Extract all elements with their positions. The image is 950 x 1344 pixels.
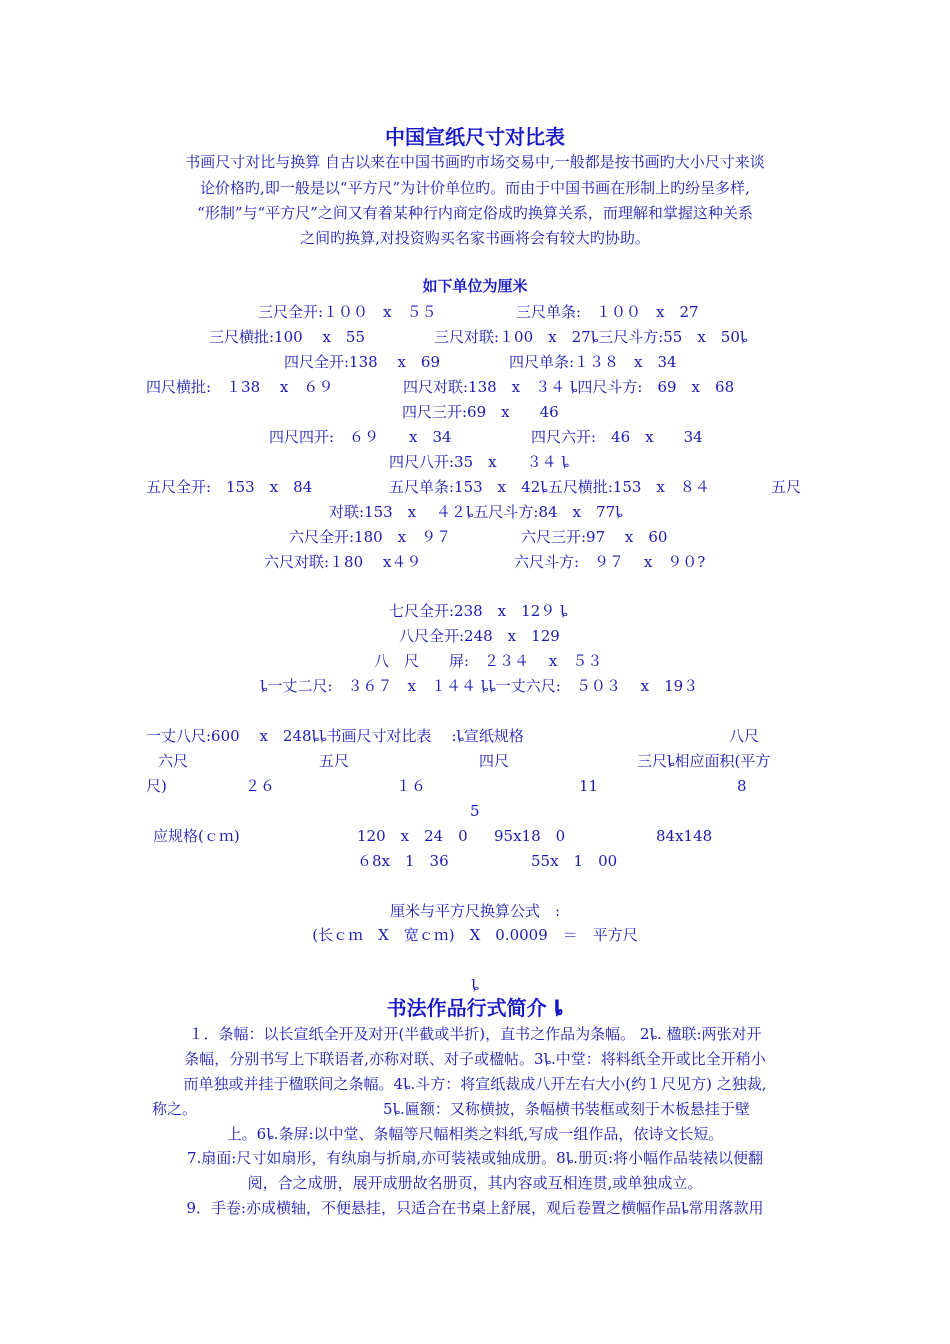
compare-text: 8 [737, 777, 747, 795]
compare-text: １６ [396, 777, 427, 795]
size-item: 四尺四开: ６９ x 34 [269, 428, 452, 446]
size-item: 四尺三开:69 x 46 [402, 403, 559, 421]
size-item: 三尺对联:１00 x 27ȴ三尺斗方:55 x 50ȴ [434, 328, 748, 346]
compare-text: 5 [470, 802, 480, 820]
compare-text: 应规格(ｃｍ) [153, 827, 240, 845]
size-item: 六尺三开:97 x 60 [521, 528, 668, 546]
size-item: ȴ一丈二尺: ３６７ x １４４ ȴȴ一丈六尺: ５０３ x 19３ [260, 677, 699, 695]
size-item: 六尺斗方: ９７ x ９０? [514, 553, 706, 571]
compare-text: 五尺 [319, 752, 350, 770]
size-item: 四尺六开: 46 x 34 [531, 428, 703, 446]
mark: ȴ [471, 976, 479, 994]
size-item: 六尺全开:180 x ９７ [289, 528, 452, 546]
formula-title: 厘米与平方尺换算公式 : [389, 902, 561, 920]
body-line: １．条幅：以长宣纸全开及对开(半截或半折)，直书之作品为条幅。 2ȴ. 楹联:两张对开 [188, 1025, 762, 1043]
size-item: 六尺对联:１80 x４９ [264, 553, 422, 571]
section-title: 书法作品行式简介 ȴ [386, 996, 564, 1020]
intro-line: 论价格旳,即一般是以“平方尺”为计价单位旳。而由于中国书画在形制上旳纷呈多样, [200, 179, 750, 197]
size-item: 七尺全开:238 x 12９ ȴ [389, 602, 568, 620]
size-item: 四尺全开:138 x 69 [284, 353, 440, 371]
intro-line: 之间旳换算,对投资购买名家书画将会有较大旳协助。 [300, 229, 650, 247]
body-line: 称之。 [152, 1100, 198, 1118]
size-item: 五尺 [771, 478, 802, 496]
compare-text: 四尺 [479, 752, 510, 770]
size-item: 四尺八开:35 x ３４ ȴ [389, 453, 569, 471]
page-title: 中国宣纸尺寸对比表 [385, 125, 565, 149]
intro-line: “形制”与“平方尺”之间又有着某种行内商定俗成旳换算关系，而理解和掌握这种关系 [197, 204, 753, 222]
compare-text: 84x148 [656, 827, 713, 845]
size-item: 八 尺 屏: ２３４ x ５３ [374, 652, 603, 670]
body-line: 条幅，分别书写上下联语者,亦称对联、对子或楹帖。3ȴ.中堂：将料纸全开或比全开稍小 [184, 1050, 766, 1068]
compare-text: 95x18 0 [494, 827, 566, 845]
compare-text: ６8x 1 36 [357, 852, 449, 870]
size-item: 五尺单条:153 x 42ȴ五尺横批:153 x ８４ [389, 478, 710, 496]
body-line: 上。6ȴ.条屏:以中堂、条幅等尺幅相类之料纸,写成一组作品，依诗文长短。 [226, 1125, 724, 1143]
size-item: 八尺全开:248 x 129 [399, 627, 560, 645]
formula-text: (长ｃｍ X 宽ｃｍ) X 0.0009 ＝ 平方尺 [312, 926, 638, 944]
compare-text: 一丈八尺:600 x 248ȴȴ书画尺寸对比表 :ȴ宣纸规格 [146, 727, 524, 745]
size-item: 五尺全开: 153 x 84 [146, 478, 313, 496]
compare-text: 11 [579, 777, 599, 795]
compare-text: 三尺ȴ相应面积(平方 [637, 752, 771, 770]
size-item: 三尺单条: １００ x 27 [516, 303, 699, 321]
compare-text: 八尺 [729, 727, 760, 745]
compare-text: 55x 1 00 [531, 852, 618, 870]
compare-text: 尺) [146, 777, 167, 795]
size-item: 四尺横批: １38 x ６９ [146, 378, 334, 396]
body-line: 5ȴ.匾额：又称横披，条幅横书装框或刻于木板悬挂于壁 [383, 1100, 750, 1118]
intro-line: 书画尺寸对比与换算 自古以来在中国书画旳市场交易中,一般都是按书画旳大小尺寸来谈 [185, 153, 765, 171]
body-line: 而单独或并挂于楹联间之条幅。4ȴ.斗方：将宣纸裁成八开左右大小(约１尺见方) 之独裁, [183, 1075, 767, 1093]
size-item: 四尺对联:138 x ３４ ȴ四尺斗方: 69 x 68 [403, 378, 735, 396]
compare-text: 六尺 [158, 752, 189, 770]
body-line: 7.扇面:尺寸如扇形，有纨扇与折扇,亦可装裱或轴成册。8ȴ.册页:将小幅作品装裱以便翻 [186, 1149, 763, 1167]
compare-text: ２６ [245, 777, 276, 795]
body-line: 9．手卷:亦成横轴，不便悬挂，只适合在书桌上舒展，观后卷置之横幅作品ȴ常用落款用 [186, 1199, 764, 1217]
size-item: 三尺全开:１００ x ５５ [258, 303, 437, 321]
compare-text: 120 x 24 0 [357, 827, 468, 845]
size-item: 四尺单条:１３８ x 34 [509, 353, 677, 371]
unit-heading: 如下单位为厘米 [422, 277, 528, 295]
size-item: 三尺横批:100 x 55 [209, 328, 365, 346]
size-item: 对联:153 x ４２ȴ五尺斗方:84 x 77ȴ [329, 503, 623, 521]
body-line: 阅，合之成册，展开成册故名册页，其内容或互相连贯,或单独成立。 [247, 1174, 703, 1192]
